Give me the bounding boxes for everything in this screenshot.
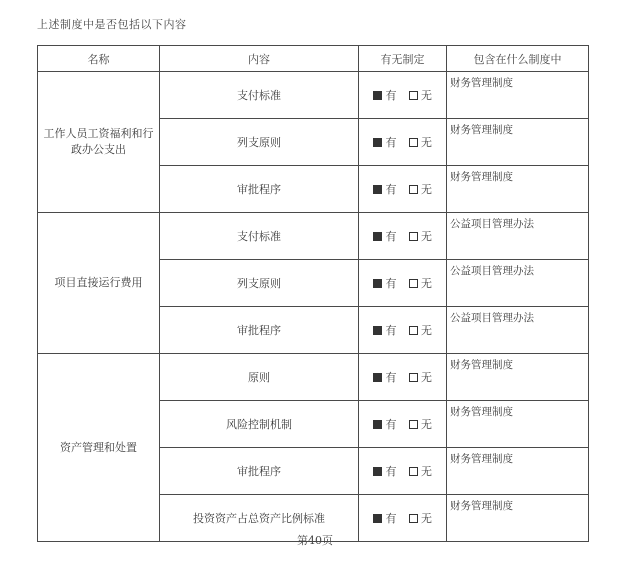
status-cell [359,307,447,354]
checked-box-icon[interactable] [373,326,382,335]
yes-label: 有 [385,465,397,478]
yes-label: 有 [385,230,397,243]
unchecked-box-icon[interactable] [409,185,418,194]
policy-cell: 财务管理制度 [447,495,589,542]
content-cell: 列支原则 [160,260,359,307]
category-cell: 项目直接运行费用 [38,213,160,354]
unchecked-box-icon[interactable] [409,326,418,335]
category-cell: 资产管理和处置 [38,354,160,542]
content-cell: 支付标准 [160,72,359,119]
header-content: 内容 [160,46,359,72]
policy-cell: 公益项目管理办法 [447,213,589,260]
no-label: 无 [421,136,432,149]
checked-box-icon[interactable] [373,420,382,429]
content-cell: 支付标准 [160,213,359,260]
no-label: 无 [421,418,432,431]
policy-cell: 财务管理制度 [447,72,589,119]
header-included-in: 包含在什么制度中 [447,46,589,72]
checked-box-icon[interactable] [373,373,382,382]
table-row [38,72,589,119]
policy-cell: 公益项目管理办法 [447,260,589,307]
policy-cell: 财务管理制度 [447,448,589,495]
unchecked-box-icon[interactable] [409,91,418,100]
no-label: 无 [421,230,432,243]
checked-box-icon[interactable] [373,91,382,100]
policy-cell: 财务管理制度 [447,354,589,401]
status-cell [359,401,447,448]
page-number: 第40页 [297,534,333,547]
content-cell: 审批程序 [160,448,359,495]
checked-box-icon[interactable] [373,279,382,288]
table-row [38,213,589,260]
status-cell [359,448,447,495]
policy-table [37,45,589,542]
no-label: 无 [421,89,432,102]
yes-label: 有 [385,89,397,102]
status-cell [359,166,447,213]
no-label: 无 [421,465,432,478]
content-cell: 投资资产占总资产比例标准 [160,495,359,542]
policy-cell: 公益项目管理办法 [447,307,589,354]
unchecked-box-icon[interactable] [409,373,418,382]
yes-label: 有 [385,277,397,290]
table-row [38,354,589,401]
yes-label: 有 [385,512,397,525]
no-label: 无 [421,324,432,337]
section-heading: 上述制度中是否包括以下内容 [37,18,187,31]
no-label: 无 [421,277,432,290]
policy-cell: 财务管理制度 [447,166,589,213]
table-header-row [38,46,589,72]
unchecked-box-icon[interactable] [409,232,418,241]
category-cell: 工作人员工资福利和行政办公支出 [38,72,160,213]
status-cell [359,72,447,119]
yes-label: 有 [385,324,397,337]
checked-box-icon[interactable] [373,138,382,147]
checked-box-icon[interactable] [373,232,382,241]
yes-label: 有 [385,371,397,384]
checked-box-icon[interactable] [373,467,382,476]
status-cell [359,213,447,260]
yes-label: 有 [385,418,397,431]
no-label: 无 [421,371,432,384]
unchecked-box-icon[interactable] [409,467,418,476]
no-label: 无 [421,183,432,196]
status-cell [359,260,447,307]
unchecked-box-icon[interactable] [409,279,418,288]
no-label: 无 [421,512,432,525]
policy-cell: 财务管理制度 [447,401,589,448]
unchecked-box-icon[interactable] [409,514,418,523]
content-cell: 审批程序 [160,307,359,354]
yes-label: 有 [385,183,397,196]
yes-label: 有 [385,136,397,149]
content-cell: 列支原则 [160,119,359,166]
header-name: 名称 [38,46,160,72]
unchecked-box-icon[interactable] [409,420,418,429]
checked-box-icon[interactable] [373,514,382,523]
content-cell: 原则 [160,354,359,401]
content-cell: 审批程序 [160,166,359,213]
checked-box-icon[interactable] [373,185,382,194]
header-has-policy: 有无制定 [359,46,447,72]
status-cell [359,354,447,401]
content-cell: 风险控制机制 [160,401,359,448]
unchecked-box-icon[interactable] [409,138,418,147]
status-cell [359,119,447,166]
policy-cell: 财务管理制度 [447,119,589,166]
